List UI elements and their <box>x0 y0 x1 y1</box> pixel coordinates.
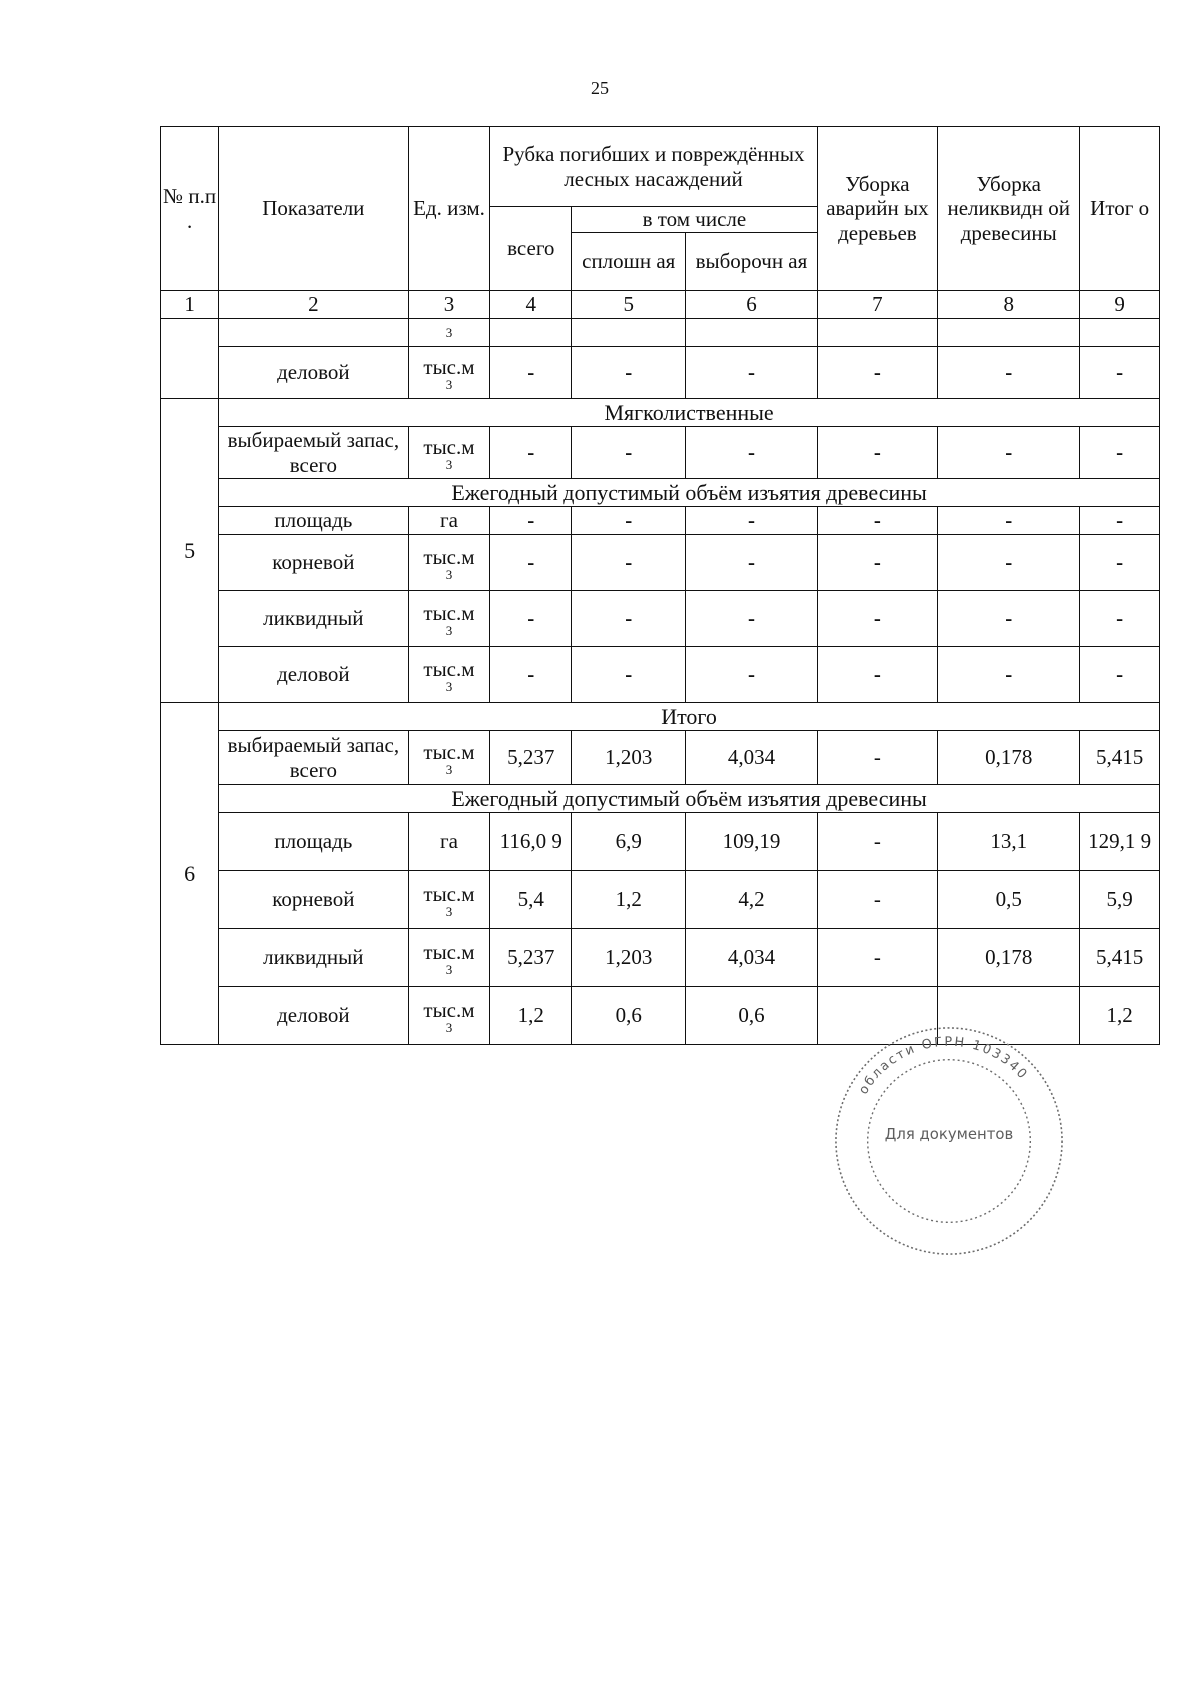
value-cell: 4,2 <box>686 871 817 929</box>
seal-ring-text: области ОГРН 103340 <box>856 1034 1031 1098</box>
value-cell: - <box>938 347 1080 399</box>
row-unit: тыс.м 3 <box>408 427 490 479</box>
value-cell: - <box>490 507 572 535</box>
value-cell: - <box>817 591 938 647</box>
value-cell: - <box>938 427 1080 479</box>
header-including: в том числе <box>572 207 817 233</box>
col-number: 7 <box>817 291 938 319</box>
value-cell: - <box>490 347 572 399</box>
value-cell: - <box>490 647 572 703</box>
row-unit: тыс.м 3 <box>408 871 490 929</box>
row-label: площадь <box>219 813 408 871</box>
value-cell: - <box>686 591 817 647</box>
row-label: деловой <box>219 987 408 1045</box>
header-indicators: Показатели <box>219 127 408 291</box>
value-cell: - <box>490 535 572 591</box>
value-cell: - <box>817 427 938 479</box>
cell-empty <box>938 319 1080 347</box>
value-cell: 1,203 <box>572 929 686 987</box>
value-cell: - <box>817 647 938 703</box>
header-emergency: Уборка аварийн ых деревьев <box>817 127 938 291</box>
header-felling-group: Рубка погибших и повреждённых лесных насаждений <box>490 127 817 207</box>
value-cell: 1,2 <box>490 987 572 1045</box>
value-cell: 0,178 <box>938 731 1080 785</box>
header-selective: выборочн ая <box>686 233 817 291</box>
value-cell: - <box>817 929 938 987</box>
value-cell: - <box>938 507 1080 535</box>
section-subtitle: Ежегодный допустимый объём изъятия древесины <box>219 785 1160 813</box>
col-number: 4 <box>490 291 572 319</box>
cell-empty <box>1080 319 1160 347</box>
cell-empty <box>817 319 938 347</box>
value-cell: - <box>686 347 817 399</box>
forest-volume-table <box>160 126 1160 1045</box>
value-cell: - <box>817 871 938 929</box>
value-cell: 6,9 <box>572 813 686 871</box>
cell-empty <box>572 319 686 347</box>
header-total-all: всего <box>490 207 572 291</box>
value-cell: - <box>572 347 686 399</box>
value-cell: 129,1 9 <box>1080 813 1160 871</box>
value-cell: 4,034 <box>686 731 817 785</box>
value-cell: - <box>1080 591 1160 647</box>
row-unit: тыс.м 3 <box>408 591 490 647</box>
value-cell: - <box>817 535 938 591</box>
value-cell: 0,178 <box>938 929 1080 987</box>
row-unit: тыс.м 3 <box>408 731 490 785</box>
col-number: 5 <box>572 291 686 319</box>
section-number: 5 <box>161 399 219 703</box>
row-unit: тыс.м 3 <box>408 347 490 399</box>
value-cell: - <box>938 647 1080 703</box>
value-cell: - <box>1080 507 1160 535</box>
value-cell: 1,2 <box>1080 987 1160 1045</box>
value-cell: 5,9 <box>1080 871 1160 929</box>
row-number-blank <box>161 319 219 399</box>
value-cell: 0,5 <box>938 871 1080 929</box>
col-number: 3 <box>408 291 490 319</box>
col-number: 2 <box>219 291 408 319</box>
value-cell: 5,4 <box>490 871 572 929</box>
row-label: деловой <box>219 347 408 399</box>
value-cell: 5,237 <box>490 731 572 785</box>
value-cell: 116,0 9 <box>490 813 572 871</box>
row-label: корневой <box>219 535 408 591</box>
value-cell: - <box>1080 647 1160 703</box>
value-cell: 5,237 <box>490 929 572 987</box>
row-unit: тыс.м 3 <box>408 535 490 591</box>
row-unit: тыс.м 3 <box>408 647 490 703</box>
header-clear: сплошн ая <box>572 233 686 291</box>
value-cell: - <box>938 591 1080 647</box>
value-cell: - <box>1080 347 1160 399</box>
value-cell: 5,415 <box>1080 929 1160 987</box>
seal-center-text: Для документов <box>884 1125 1014 1144</box>
value-cell: 1,2 <box>572 871 686 929</box>
cell-empty <box>219 319 408 347</box>
header-total: Итог о <box>1080 127 1160 291</box>
header-illiquid: Уборка неликвидн ой древесины <box>938 127 1080 291</box>
value-cell: - <box>490 591 572 647</box>
row-label: площадь <box>219 507 408 535</box>
col-number: 9 <box>1080 291 1160 319</box>
value-cell: - <box>686 535 817 591</box>
value-cell: - <box>817 813 938 871</box>
value-cell: 0,6 <box>572 987 686 1045</box>
col-number: 1 <box>161 291 219 319</box>
value-cell: - <box>572 507 686 535</box>
col-number: 6 <box>686 291 817 319</box>
value-cell: - <box>1080 427 1160 479</box>
section-title: Итого <box>219 703 1160 731</box>
value-cell: - <box>686 647 817 703</box>
col-number: 8 <box>938 291 1080 319</box>
value-cell: - <box>938 535 1080 591</box>
page-number: 25 <box>591 78 609 98</box>
row-label: деловой <box>219 647 408 703</box>
header-unit: Ед. изм. <box>408 127 490 291</box>
value-cell: - <box>1080 535 1160 591</box>
value-cell: - <box>490 427 572 479</box>
row-unit: га <box>408 507 490 535</box>
value-cell: - <box>817 731 938 785</box>
row-label: ликвидный <box>219 591 408 647</box>
row-unit: га <box>408 813 490 871</box>
cell-empty <box>490 319 572 347</box>
value-cell: - <box>817 507 938 535</box>
value-cell: - <box>572 427 686 479</box>
row-label: выбираемый запас, всего <box>219 731 408 785</box>
section-number: 6 <box>161 703 219 1045</box>
value-cell: - <box>686 507 817 535</box>
section-subtitle: Ежегодный допустимый объём изъятия древесины <box>219 479 1160 507</box>
value-cell: - <box>572 647 686 703</box>
row-label: корневой <box>219 871 408 929</box>
value-cell: 0,6 <box>686 987 817 1045</box>
section-title: Мягколиственные <box>219 399 1160 427</box>
unit-fragment: 3 <box>408 319 490 347</box>
value-cell: - <box>686 427 817 479</box>
row-label: выбираемый запас, всего <box>219 427 408 479</box>
round-seal-stamp <box>830 1022 1068 1260</box>
row-label: ликвидный <box>219 929 408 987</box>
value-cell: 109,19 <box>686 813 817 871</box>
header-num: № п.п . <box>161 127 219 291</box>
value-cell: 13,1 <box>938 813 1080 871</box>
value-cell: - <box>572 591 686 647</box>
value-cell: 1,203 <box>572 731 686 785</box>
value-cell: 5,415 <box>1080 731 1160 785</box>
value-cell: - <box>817 347 938 399</box>
row-unit: тыс.м 3 <box>408 929 490 987</box>
value-cell: - <box>572 535 686 591</box>
row-unit: тыс.м 3 <box>408 987 490 1045</box>
value-cell: 4,034 <box>686 929 817 987</box>
cell-empty <box>686 319 817 347</box>
